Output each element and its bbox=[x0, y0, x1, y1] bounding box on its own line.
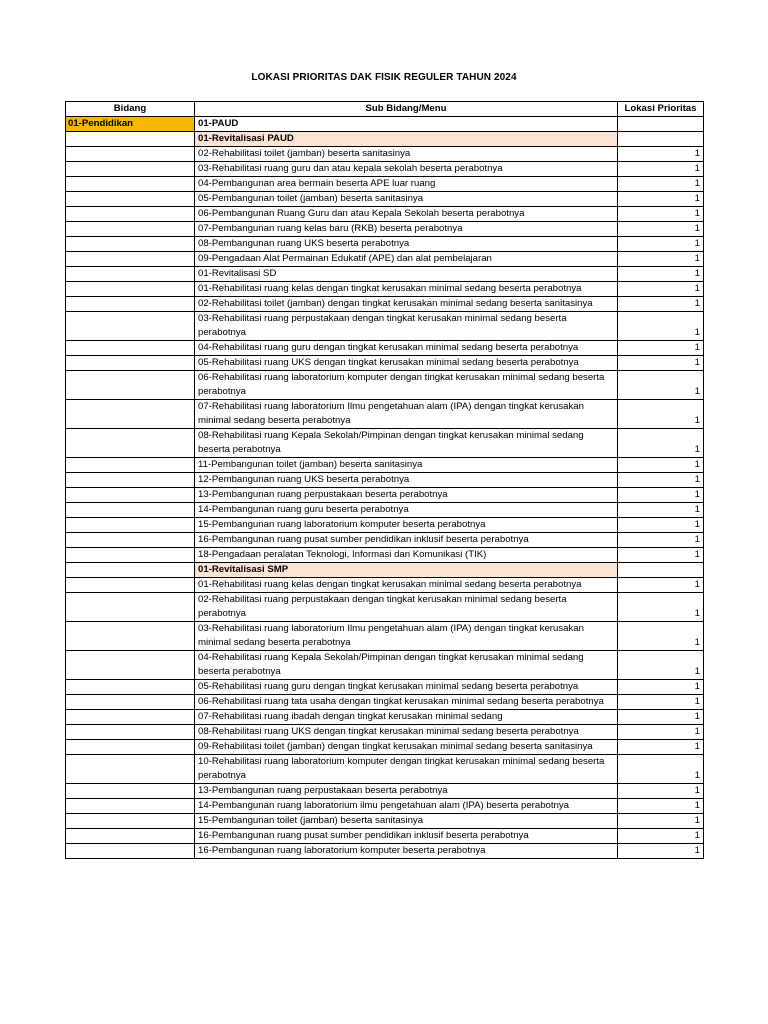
sub-bidang-cell: 14-Pembangunan ruang laboratorium ilmu pengetahuan alam (IPA) beserta perabotnya bbox=[195, 799, 618, 814]
lokasi-prioritas-cell: 1 bbox=[618, 593, 704, 622]
bidang-cell bbox=[66, 222, 195, 237]
lokasi-prioritas-cell: 1 bbox=[618, 533, 704, 548]
lokasi-prioritas-cell: 1 bbox=[618, 725, 704, 740]
sub-bidang-cell: 15-Pembangunan toilet (jamban) beserta sanitasinya bbox=[195, 814, 618, 829]
table-row bbox=[66, 473, 704, 488]
table-body bbox=[66, 117, 704, 859]
sub-bidang-cell: 07-Rehabilitasi ruang ibadah dengan tingkat kerusakan minimal sedang bbox=[195, 710, 618, 725]
lokasi-prioritas-cell: 1 bbox=[618, 356, 704, 371]
sub-bidang-cell: 08-Rehabilitasi ruang UKS dengan tingkat kerusakan minimal sedang beserta perabotnya bbox=[195, 725, 618, 740]
sub-bidang-cell: 01-Revitalisasi SMP bbox=[195, 563, 618, 578]
table-row bbox=[66, 312, 704, 341]
table-row bbox=[66, 503, 704, 518]
lokasi-prioritas-cell: 1 bbox=[618, 267, 704, 282]
bidang-cell bbox=[66, 622, 195, 651]
lokasi-prioritas-cell: 1 bbox=[618, 680, 704, 695]
sub-bidang-cell: 09-Rehabilitasi toilet (jamban) dengan tingkat kerusakan minimal sedang beserta sanitasinya bbox=[195, 740, 618, 755]
bidang-cell bbox=[66, 829, 195, 844]
sub-bidang-cell: 06-Rehabilitasi ruang laboratorium komputer dengan tingkat kerusakan minimal sedang beserta perabotnya bbox=[195, 371, 618, 400]
sub-bidang-cell: 16-Pembangunan ruang laboratorium komputer beserta perabotnya bbox=[195, 844, 618, 859]
header-row bbox=[66, 102, 704, 117]
bidang-cell bbox=[66, 429, 195, 458]
sub-bidang-cell: 03-Rehabilitasi ruang perpustakaan dengan tingkat kerusakan minimal sedang beserta perabotnya bbox=[195, 312, 618, 341]
table-row bbox=[66, 192, 704, 207]
bidang-cell bbox=[66, 710, 195, 725]
lokasi-prioritas-cell: 1 bbox=[618, 829, 704, 844]
lokasi-prioritas-cell: 1 bbox=[618, 548, 704, 563]
sub-bidang-cell: 08-Rehabilitasi ruang Kepala Sekolah/Pimpinan dengan tingkat kerusakan minimal sedang beserta perabotnya bbox=[195, 429, 618, 458]
table-row bbox=[66, 488, 704, 503]
lokasi-prioritas-cell: 1 bbox=[618, 162, 704, 177]
table-row bbox=[66, 177, 704, 192]
table-row bbox=[66, 710, 704, 725]
sub-bidang-cell: 06-Rehabilitasi ruang tata usaha dengan tingkat kerusakan minimal sedang beserta perabotnya bbox=[195, 695, 618, 710]
table-row bbox=[66, 267, 704, 282]
bidang-cell bbox=[66, 578, 195, 593]
header-sub-bidang: Sub Bidang/Menu bbox=[195, 102, 618, 117]
priority-table bbox=[65, 101, 704, 859]
sub-bidang-cell: 03-Rehabilitasi ruang laboratorium Ilmu pengetahuan alam (IPA) dengan tingkat kerusakan minimal sedang beserta perabotnya bbox=[195, 622, 618, 651]
table-row bbox=[66, 784, 704, 799]
bidang-cell bbox=[66, 207, 195, 222]
bidang-cell bbox=[66, 237, 195, 252]
lokasi-prioritas-cell: 1 bbox=[618, 799, 704, 814]
lokasi-prioritas-cell: 1 bbox=[618, 488, 704, 503]
bidang-cell bbox=[66, 680, 195, 695]
table-row bbox=[66, 371, 704, 400]
table-row bbox=[66, 814, 704, 829]
sub-bidang-cell: 08-Pembangunan ruang UKS beserta perabotnya bbox=[195, 237, 618, 252]
bidang-cell bbox=[66, 548, 195, 563]
bidang-cell bbox=[66, 799, 195, 814]
sub-bidang-cell: 02-Rehabilitasi toilet (jamban) dengan tingkat kerusakan minimal sedang beserta sanitasinya bbox=[195, 297, 618, 312]
sub-bidang-cell: 01-Revitalisasi PAUD bbox=[195, 132, 618, 147]
lokasi-prioritas-cell: 1 bbox=[618, 755, 704, 784]
sub-bidang-cell: 10-Rehabilitasi ruang laboratorium komputer dengan tingkat kerusakan minimal sedang beserta perabotnya bbox=[195, 755, 618, 784]
lokasi-prioritas-cell: 1 bbox=[618, 473, 704, 488]
bidang-cell bbox=[66, 252, 195, 267]
page-title: LOKASI PRIORITAS DAK FISIK REGULER TAHUN 2024 bbox=[251, 72, 517, 83]
bidang-cell bbox=[66, 341, 195, 356]
bidang-cell bbox=[66, 132, 195, 147]
bidang-cell bbox=[66, 695, 195, 710]
table-row bbox=[66, 799, 704, 814]
sub-bidang-cell: 09-Pengadaan Alat Permainan Edukatif (APE) dan alat pembelajaran bbox=[195, 252, 618, 267]
sub-bidang-cell: 03-Rehabilitasi ruang guru dan atau kepala sekolah beserta perabotnya bbox=[195, 162, 618, 177]
lokasi-prioritas-cell bbox=[618, 132, 704, 147]
table-row bbox=[66, 341, 704, 356]
sub-bidang-cell: 01-Rehabilitasi ruang kelas dengan tingkat kerusakan minimal sedang beserta perabotnya bbox=[195, 282, 618, 297]
sub-bidang-cell: 05-Pembangunan toilet (jamban) beserta sanitasinya bbox=[195, 192, 618, 207]
sub-bidang-cell: 05-Rehabilitasi ruang guru dengan tingkat kerusakan minimal sedang beserta perabotnya bbox=[195, 680, 618, 695]
bidang-cell bbox=[66, 725, 195, 740]
lokasi-prioritas-cell: 1 bbox=[618, 297, 704, 312]
sub-bidang-cell: 11-Pembangunan toilet (jamban) beserta sanitasinya bbox=[195, 458, 618, 473]
bidang-cell bbox=[66, 740, 195, 755]
sub-bidang-cell: 04-Pembangunan area bermain beserta APE luar ruang bbox=[195, 177, 618, 192]
lokasi-prioritas-cell: 1 bbox=[618, 177, 704, 192]
table-row bbox=[66, 282, 704, 297]
sub-bidang-cell: 15-Pembangunan ruang laboratorium komputer beserta perabotnya bbox=[195, 518, 618, 533]
table-row bbox=[66, 680, 704, 695]
bidang-cell bbox=[66, 488, 195, 503]
lokasi-prioritas-cell bbox=[618, 563, 704, 578]
lokasi-prioritas-cell: 1 bbox=[618, 518, 704, 533]
bidang-cell bbox=[66, 312, 195, 341]
sub-bidang-cell: 06-Pembangunan Ruang Guru dan atau Kepala Sekolah beserta perabotnya bbox=[195, 207, 618, 222]
table-row bbox=[66, 578, 704, 593]
bidang-cell bbox=[66, 147, 195, 162]
bidang-cell bbox=[66, 192, 195, 207]
sub-bidang-cell: 14-Pembangunan ruang guru beserta perabotnya bbox=[195, 503, 618, 518]
bidang-cell bbox=[66, 177, 195, 192]
lokasi-prioritas-cell: 1 bbox=[618, 622, 704, 651]
sub-bidang-cell: 01-Rehabilitasi ruang kelas dengan tingkat kerusakan minimal sedang beserta perabotnya bbox=[195, 578, 618, 593]
table-row bbox=[66, 593, 704, 622]
sub-bidang-cell: 07-Rehabilitasi ruang laboratorium Ilmu pengetahuan alam (IPA) dengan tingkat kerusakan minimal sedang beserta perabotnya bbox=[195, 400, 618, 429]
sub-bidang-cell: 02-Rehabilitasi toilet (jamban) beserta sanitasinya bbox=[195, 147, 618, 162]
bidang-cell bbox=[66, 371, 195, 400]
table-row bbox=[66, 695, 704, 710]
table-row bbox=[66, 117, 704, 132]
bidang-cell bbox=[66, 784, 195, 799]
lokasi-prioritas-cell: 1 bbox=[618, 400, 704, 429]
bidang-cell bbox=[66, 503, 195, 518]
table-row bbox=[66, 252, 704, 267]
lokasi-prioritas-cell: 1 bbox=[618, 312, 704, 341]
header-bidang: Bidang bbox=[66, 102, 195, 117]
sub-bidang-cell: 13-Pembangunan ruang perpustakaan beserta perabotnya bbox=[195, 784, 618, 799]
bidang-cell bbox=[66, 651, 195, 680]
lokasi-prioritas-cell bbox=[618, 117, 704, 132]
lokasi-prioritas-cell: 1 bbox=[618, 207, 704, 222]
lokasi-prioritas-cell: 1 bbox=[618, 578, 704, 593]
sub-bidang-cell: 16-Pembangunan ruang pusat sumber pendidikan inklusif beserta perabotnya bbox=[195, 829, 618, 844]
sub-bidang-cell: 07-Pembangunan ruang kelas baru (RKB) beserta perabotnya bbox=[195, 222, 618, 237]
lokasi-prioritas-cell: 1 bbox=[618, 222, 704, 237]
table-row bbox=[66, 844, 704, 859]
lokasi-prioritas-cell: 1 bbox=[618, 252, 704, 267]
bidang-cell bbox=[66, 473, 195, 488]
table-row bbox=[66, 207, 704, 222]
lokasi-prioritas-cell: 1 bbox=[618, 814, 704, 829]
sub-bidang-cell: 05-Rehabilitasi ruang UKS dengan tingkat kerusakan minimal sedang beserta perabotnya bbox=[195, 356, 618, 371]
lokasi-prioritas-cell: 1 bbox=[618, 429, 704, 458]
lokasi-prioritas-cell: 1 bbox=[618, 651, 704, 680]
sub-bidang-cell: 16-Pembangunan ruang pusat sumber pendidikan inklusif beserta perabotnya bbox=[195, 533, 618, 548]
bidang-cell bbox=[66, 458, 195, 473]
lokasi-prioritas-cell: 1 bbox=[618, 740, 704, 755]
table-row bbox=[66, 297, 704, 312]
table-row bbox=[66, 518, 704, 533]
bidang-cell bbox=[66, 518, 195, 533]
table-row bbox=[66, 755, 704, 784]
bidang-cell bbox=[66, 162, 195, 177]
table-row bbox=[66, 651, 704, 680]
table-row bbox=[66, 237, 704, 252]
lokasi-prioritas-cell: 1 bbox=[618, 710, 704, 725]
bidang-cell bbox=[66, 267, 195, 282]
bidang-cell bbox=[66, 755, 195, 784]
bidang-cell bbox=[66, 356, 195, 371]
sub-bidang-cell: 01-PAUD bbox=[195, 117, 618, 132]
sub-bidang-cell: 13-Pembangunan ruang perpustakaan beserta perabotnya bbox=[195, 488, 618, 503]
sub-bidang-cell: 01-Revitalisasi SD bbox=[195, 267, 618, 282]
bidang-cell: 01-Pendidikan bbox=[66, 117, 195, 132]
table-row bbox=[66, 356, 704, 371]
table-row bbox=[66, 829, 704, 844]
sub-bidang-cell: 04-Rehabilitasi ruang guru dengan tingkat kerusakan minimal sedang beserta perabotnya bbox=[195, 341, 618, 356]
table-row bbox=[66, 400, 704, 429]
table-row bbox=[66, 740, 704, 755]
bidang-cell bbox=[66, 400, 195, 429]
lokasi-prioritas-cell: 1 bbox=[618, 192, 704, 207]
lokasi-prioritas-cell: 1 bbox=[618, 784, 704, 799]
lokasi-prioritas-cell: 1 bbox=[618, 371, 704, 400]
bidang-cell bbox=[66, 563, 195, 578]
table-row bbox=[66, 458, 704, 473]
table-row bbox=[66, 429, 704, 458]
lokasi-prioritas-cell: 1 bbox=[618, 458, 704, 473]
bidang-cell bbox=[66, 844, 195, 859]
bidang-cell bbox=[66, 297, 195, 312]
lokasi-prioritas-cell: 1 bbox=[618, 695, 704, 710]
table-row bbox=[66, 622, 704, 651]
lokasi-prioritas-cell: 1 bbox=[618, 503, 704, 518]
table-row bbox=[66, 222, 704, 237]
sub-bidang-cell: 02-Rehabilitasi ruang perpustakaan dengan tingkat kerusakan minimal sedang beserta perabotnya bbox=[195, 593, 618, 622]
sub-bidang-cell: 12-Pembangunan ruang UKS beserta perabotnya bbox=[195, 473, 618, 488]
lokasi-prioritas-cell: 1 bbox=[618, 237, 704, 252]
table-row bbox=[66, 548, 704, 563]
lokasi-prioritas-cell: 1 bbox=[618, 844, 704, 859]
table-row bbox=[66, 725, 704, 740]
header-lokasi-prioritas: Lokasi Prioritas bbox=[618, 102, 704, 117]
table-row bbox=[66, 563, 704, 578]
table-row bbox=[66, 533, 704, 548]
lokasi-prioritas-cell: 1 bbox=[618, 282, 704, 297]
bidang-cell bbox=[66, 814, 195, 829]
lokasi-prioritas-cell: 1 bbox=[618, 147, 704, 162]
table-row bbox=[66, 147, 704, 162]
bidang-cell bbox=[66, 593, 195, 622]
bidang-cell bbox=[66, 282, 195, 297]
sub-bidang-cell: 04-Rehabilitasi ruang Kepala Sekolah/Pimpinan dengan tingkat kerusakan minimal sedang beserta perabotnya bbox=[195, 651, 618, 680]
table-row bbox=[66, 132, 704, 147]
sub-bidang-cell: 18-Pengadaan peralatan Teknologi, Informasi dan Komunikasi (TIK) bbox=[195, 548, 618, 563]
table-row bbox=[66, 162, 704, 177]
bidang-cell bbox=[66, 533, 195, 548]
lokasi-prioritas-cell: 1 bbox=[618, 341, 704, 356]
